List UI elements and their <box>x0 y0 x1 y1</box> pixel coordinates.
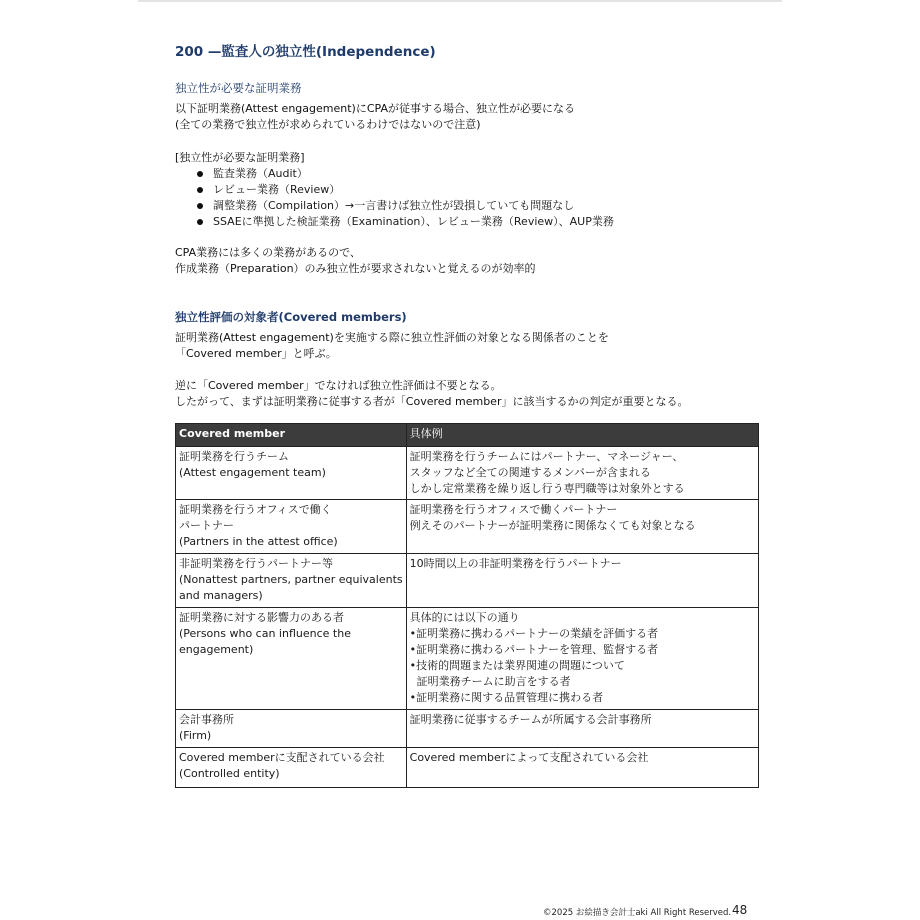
section-heading-covered-members: 独立性評価の対象者(Covered members) <box>175 310 407 324</box>
header-example: 具体例 <box>406 424 758 447</box>
section2-para1 <box>175 330 609 362</box>
table-row <box>176 748 759 788</box>
table-row <box>176 554 759 608</box>
example-cell: 証明業務を行うオフィスで働くパートナー 例えそのパートナーが証明業務に関係なくても対象となる <box>406 500 758 554</box>
bullet-item: 調整業務（Compilation）→一言書けば独立性が毀損していても問題なし <box>175 198 614 214</box>
example-cell: 証明業務を行うチームにはパートナー、マネージャー、 スタッフなど全ての関連するメンバーが含まれる しかし定常業務を繰り返し行う専門職等は対象外とする <box>406 447 758 500</box>
para-line: 証明業務(Attest engagement)を実施する際に独立性評価の対象となる関係者のことを <box>175 331 609 344</box>
table-row <box>176 710 759 748</box>
example-cell: 証明業務に従事するチームが所属する会計事務所 <box>406 710 758 748</box>
page-number: 48 <box>732 903 748 917</box>
bullet-item: SSAEに準拠した検証業務（Examination）、レビュー業務（Review）、AUP業務 <box>175 214 614 230</box>
bullet-item: 監査業務（Audit） <box>175 166 614 182</box>
table-header-row <box>176 424 759 447</box>
copyright-footer: ©2025 お絵描き会計士aki All Right Reserved. <box>543 908 732 918</box>
member-cell: 証明業務を行うオフィスで働く パートナー (Partners in the attest office) <box>176 500 407 554</box>
example-cell: 10時間以上の非証明業務を行うパートナー <box>406 554 758 608</box>
note-line: CPA業務には多くの業務があるので、 <box>175 246 361 259</box>
example-cell: 具体的には以下の通り •証明業務に携わるパートナーの業績を評価する者 •証明業務に携わるパートナーを管理、監督する者 •技術的問題または業界関連の問題について 証明業務チームに助言をする者 •証明業務に関する品質管理に携わる者 <box>406 608 758 710</box>
intro-line: 以下証明業務(Attest engagement)にCPAが従事する場合、独立性が必要になる <box>175 102 575 115</box>
top-rule <box>138 0 782 2</box>
para-line: 逆に「Covered member」でなければ独立性評価は不要となる。 <box>175 379 502 392</box>
table-row <box>176 447 759 500</box>
intro-line: (全ての業務で独立性が求められているわけではないので注意) <box>175 118 481 131</box>
covered-members-table <box>175 423 759 788</box>
list-heading: [独立性が必要な証明業務] <box>175 151 305 164</box>
member-cell: Covered memberに支配されている会社 (Controlled entity) <box>176 748 407 788</box>
page-title: 200 —監査人の独立性(Independence) <box>175 44 436 60</box>
bullet-item: レビュー業務（Review） <box>175 182 614 198</box>
section1-note <box>175 245 536 277</box>
member-cell: 証明業務を行うチーム (Attest engagement team) <box>176 447 407 500</box>
member-cell: 会計事務所 (Firm) <box>176 710 407 748</box>
table-row <box>176 500 759 554</box>
header-covered-member: Covered member <box>176 424 407 447</box>
member-cell: 証明業務に対する影響力のある者 (Persons who can influence the engagement) <box>176 608 407 710</box>
section-heading-attest: 独立性が必要な証明業務 <box>175 81 302 95</box>
table-row <box>176 608 759 710</box>
para-line: したがって、まずは証明業務に従事する者が「Covered member」に該当するかの判定が重要となる。 <box>175 395 689 408</box>
para-line: 「Covered member」と呼ぶ。 <box>175 347 337 360</box>
note-line: 作成業務（Preparation）のみ独立性が要求されないと覚えるのが効率的 <box>175 262 536 275</box>
attest-bullet-list <box>175 166 614 230</box>
section2-para2 <box>175 378 688 410</box>
section1-intro <box>175 101 575 133</box>
example-cell: Covered memberによって支配されている会社 <box>406 748 758 788</box>
member-cell: 非証明業務を行うパートナー等 (Nonattest partners, partner equivalents and managers) <box>176 554 407 608</box>
